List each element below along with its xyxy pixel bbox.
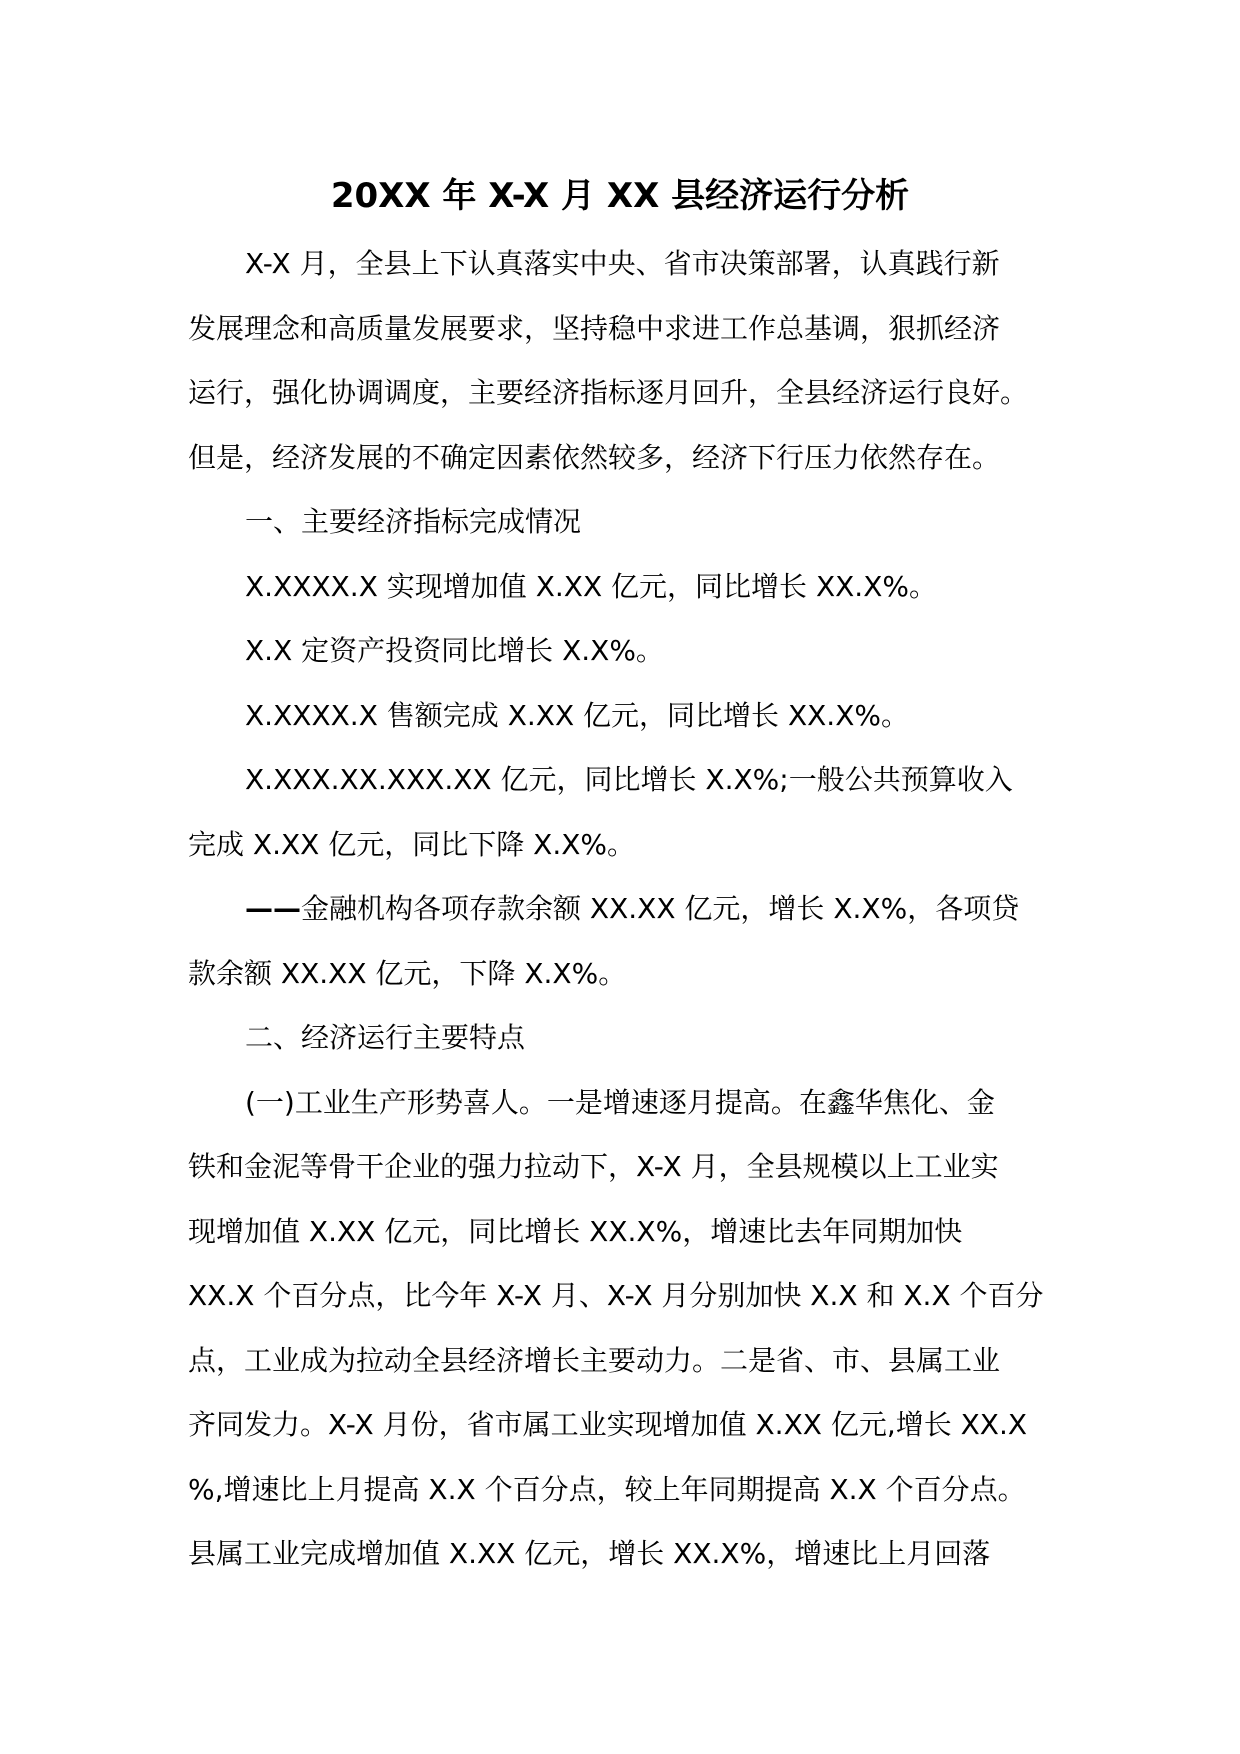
text-line — [188, 1071, 1068, 1136]
document-title: 20XX 年 X-X 月 XX 县经济运行分析 — [330, 176, 910, 216]
document-body — [188, 232, 1068, 1587]
text-line-content: 金融机构各项存款余额 XX.XX 亿元，增长 X.X%，各项贷 — [301, 892, 1020, 925]
text-line — [188, 813, 1068, 878]
text-line — [188, 555, 1068, 620]
text-line-content: X.XXX.XX.XXX.XX 亿元，同比增长 X.X%;一般公共预算收入 — [245, 763, 1013, 796]
text-line — [188, 1200, 1068, 1265]
text-line — [188, 1006, 1068, 1071]
text-line-content: 运行，强化协调调度，主要经济指标逐月回升，全县经济运行良好。 — [188, 376, 1029, 409]
text-line-content: 齐同发力。X-X 月份，省市属工业实现增加值 X.XX 亿元,增长 XX.X — [188, 1408, 1028, 1441]
text-line — [188, 684, 1068, 749]
text-line-content: 县属工业完成增加值 X.XX 亿元，增长 XX.X%，增速比上月回落 — [188, 1537, 991, 1570]
text-line-content: 铁和金泥等骨干企业的强力拉动下，X-X 月，全县规模以上工业实 — [188, 1150, 999, 1183]
text-line-content: X-X 月，全县上下认真落实中央、省市决策部署，认真践行新 — [245, 247, 1000, 280]
text-line — [188, 232, 1068, 297]
text-line — [188, 426, 1068, 491]
text-line — [188, 1458, 1068, 1523]
text-line-content: 现增加值 X.XX 亿元，同比增长 XX.X%，增速比去年同期加快 — [188, 1214, 963, 1248]
text-line — [188, 877, 1068, 942]
text-line-content: X.X 定资产投资同比增长 X.X%。 — [245, 634, 664, 667]
text-line — [188, 1329, 1068, 1394]
text-line-content: X.XXXX.X 售额完成 X.XX 亿元，同比增长 XX.X%。 — [245, 698, 909, 732]
text-line — [188, 361, 1068, 426]
text-line-content: 一、主要经济指标完成情况 — [245, 505, 582, 538]
text-line — [188, 1135, 1068, 1200]
text-line — [188, 748, 1068, 813]
text-line — [188, 1393, 1068, 1458]
text-line-content: 但是，经济发展的不确定因素依然较多，经济下行压力依然存在。 — [188, 440, 1001, 474]
em-dash-lead: —— — [245, 892, 301, 925]
text-line-content: 款余额 XX.XX 亿元，下降 X.X%。 — [188, 956, 627, 990]
text-line-content: 点，工业成为拉动全县经济增长主要动力。二是省、市、县属工业 — [188, 1343, 1001, 1377]
text-line — [188, 490, 1068, 555]
text-line — [188, 1264, 1068, 1329]
text-line-content: 完成 X.XX 亿元，同比下降 X.X%。 — [188, 827, 636, 861]
text-line — [188, 942, 1068, 1007]
text-line-content: %,增速比上月提高 X.X 个百分点，较上年同期提高 X.X 个百分点。 — [188, 1472, 1026, 1506]
text-line-content: 二、经济运行主要特点 — [245, 1021, 526, 1054]
text-line-content: (一)工业生产形势喜人。一是增速逐月提高。在鑫华焦化、金 — [245, 1085, 995, 1119]
text-line-content: XX.X 个百分点，比今年 X-X 月、X-X 月分别加快 X.X 和 X.X 个百分 — [188, 1279, 1044, 1312]
text-line — [188, 1522, 1068, 1587]
text-line — [188, 297, 1068, 362]
text-line-content: 发展理念和高质量发展要求，坚持稳中求进工作总基调，狠抓经济 — [188, 311, 1001, 345]
text-line — [188, 619, 1068, 684]
text-line-content: X.XXXX.X 实现增加值 X.XX 亿元，同比增长 XX.X%。 — [245, 569, 937, 603]
